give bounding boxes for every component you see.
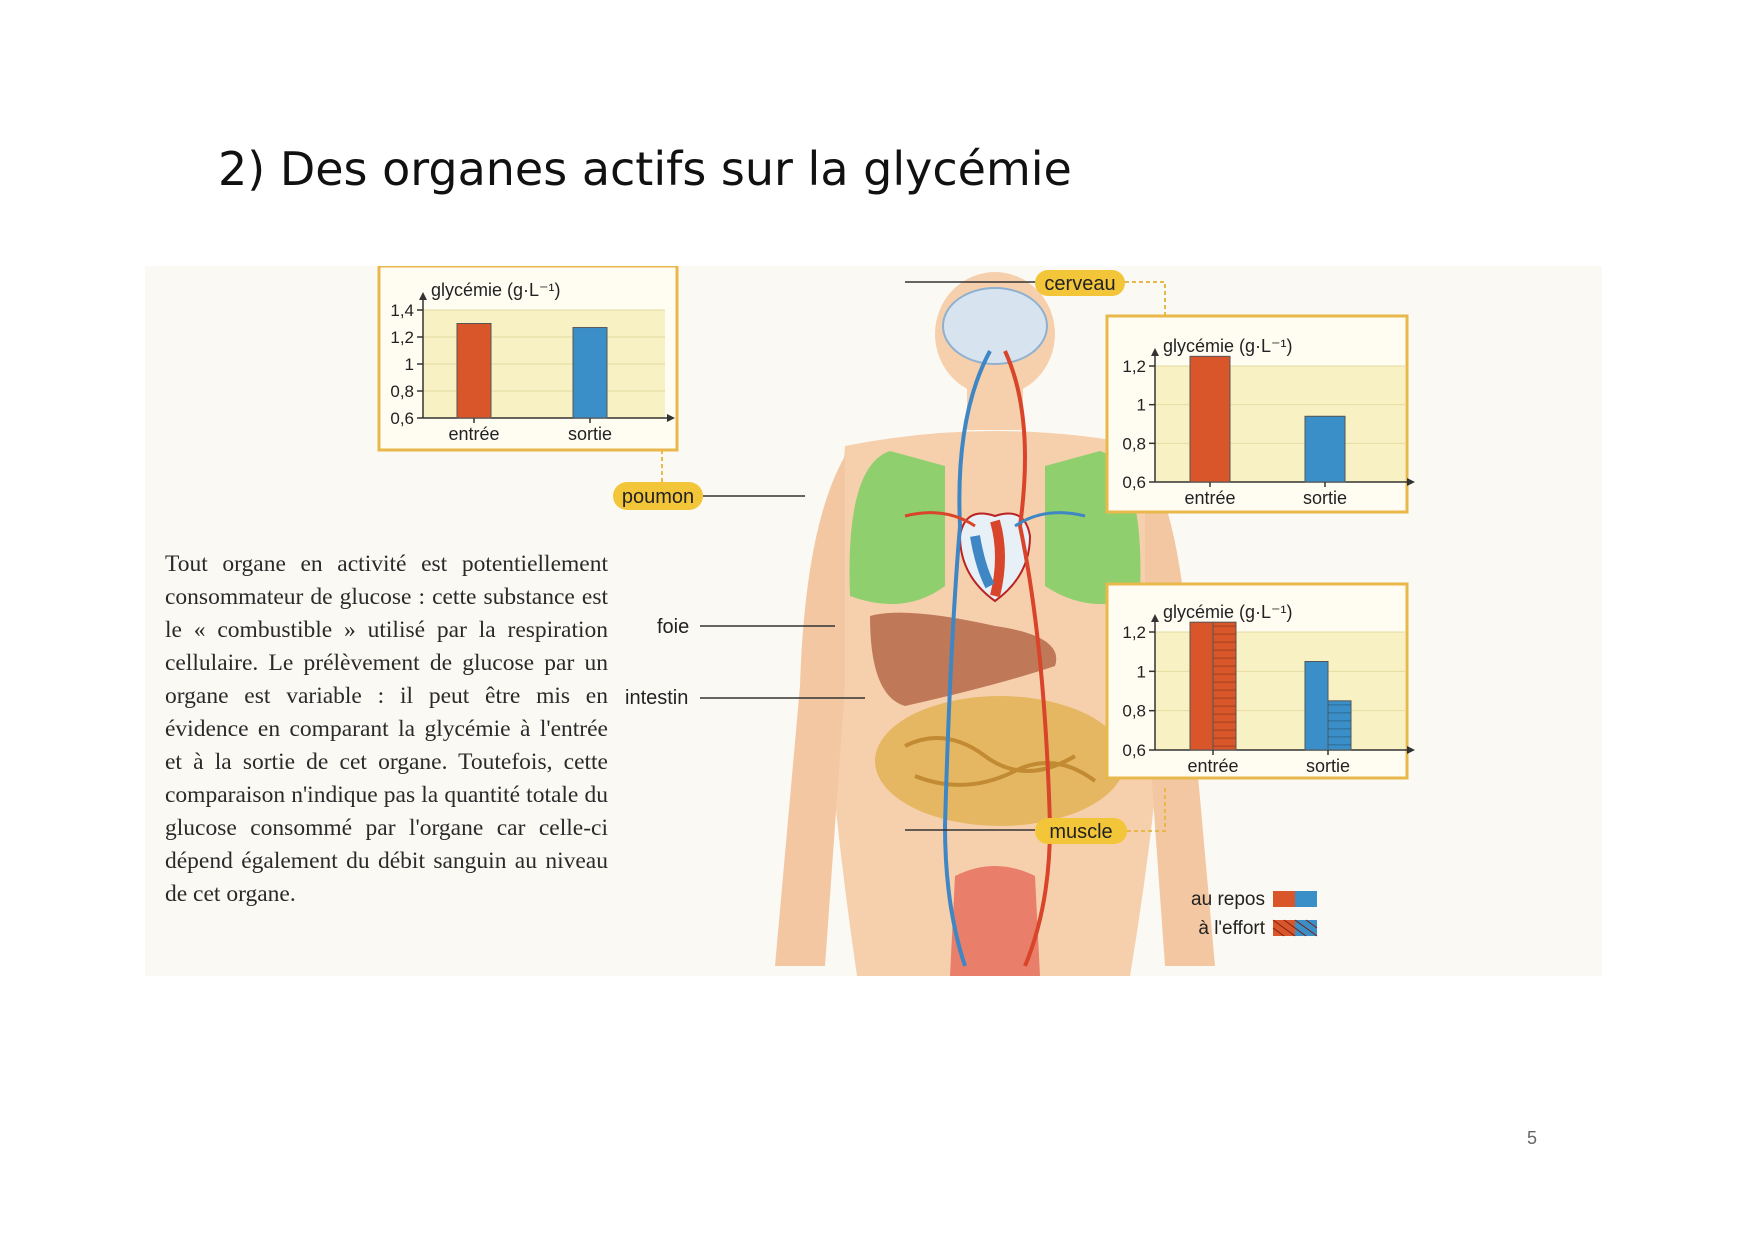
chart-cerveau xyxy=(1107,316,1415,512)
bar-sortie xyxy=(573,328,607,418)
bar-repos-sortie xyxy=(1305,662,1328,751)
y-axis-label: glycémie (g·L⁻¹) xyxy=(1163,336,1293,356)
page-number: 5 xyxy=(1527,1128,1538,1148)
legend-rest-entree-swatch xyxy=(1273,891,1295,907)
chart-poumon xyxy=(379,266,677,450)
x-tick-label: entrée xyxy=(1187,756,1239,776)
intestine-organ xyxy=(875,696,1125,826)
y-tick-label: 1 xyxy=(1136,395,1146,415)
y-tick-label: 0,6 xyxy=(1122,473,1146,492)
x-tick-label: sortie xyxy=(1305,756,1351,776)
bar-effort-sortie xyxy=(1328,701,1351,750)
y-tick-label: 1,2 xyxy=(390,328,414,347)
y-tick-label: 0,8 xyxy=(1122,434,1146,454)
x-axis-arrow xyxy=(1407,478,1415,486)
bar-entree xyxy=(1190,356,1230,482)
y-tick-label: 1,2 xyxy=(1122,357,1146,376)
brain-organ xyxy=(943,288,1047,364)
y-tick-label: 1 xyxy=(404,355,414,374)
y-tick-label: 1,4 xyxy=(390,301,414,320)
chart-muscle xyxy=(1107,584,1415,778)
y-tick-label: 1,2 xyxy=(1122,623,1146,642)
textbook-figure xyxy=(145,266,1602,976)
body-text: Tout organe en activité est potentiellement consommateur de glucose : cette substance est le « combustible » utilisé par la respiration cellulaire. Le prélèvement de glucose par un organe est variable : il peut être mis en évidence en comparant la glycémie à l'entrée et à la sortie de cet organe. Toutefois, cette comparaison n'indique pas la quantité totale du glucose consommé par l'organe car celle-ci dépend également du débit sanguin au niveau de cet organe. xyxy=(165,551,608,907)
y-tick-label: 1 xyxy=(1136,662,1146,682)
bar-repos-entree xyxy=(1190,622,1213,750)
y-tick-label: 0,6 xyxy=(390,409,414,428)
legend-rest-sortie-swatch xyxy=(1295,891,1317,907)
label-muscle: muscle xyxy=(1049,821,1113,843)
label-poumon: poumon xyxy=(621,486,695,508)
x-tick-label: sortie xyxy=(1302,488,1348,508)
y-tick-label: 0,6 xyxy=(1122,741,1146,760)
y-tick-label: 0,8 xyxy=(390,382,414,401)
legend-rest-label: au repos xyxy=(1191,889,1265,910)
bar-sortie xyxy=(1305,416,1345,482)
y-axis-label: glycémie (g·L⁻¹) xyxy=(431,280,561,300)
label-intestin: intestin xyxy=(625,687,689,709)
x-tick-label: entrée xyxy=(1184,488,1236,508)
y-tick-label: 0,8 xyxy=(1122,701,1146,721)
label-cerveau: cerveau xyxy=(1044,273,1116,295)
label-foie: foie xyxy=(657,616,690,638)
bar-entree xyxy=(457,324,491,419)
bar-effort-entree xyxy=(1213,622,1236,750)
slide-title: 2) Des organes actifs sur la glycémie xyxy=(218,142,1072,196)
x-axis-arrow xyxy=(1407,746,1415,754)
x-tick-label: entrée xyxy=(448,424,500,444)
x-tick-label: sortie xyxy=(567,424,613,444)
y-axis-label: glycémie (g·L⁻¹) xyxy=(1163,602,1293,622)
legend-effort-label: à l'effort xyxy=(1198,918,1265,939)
